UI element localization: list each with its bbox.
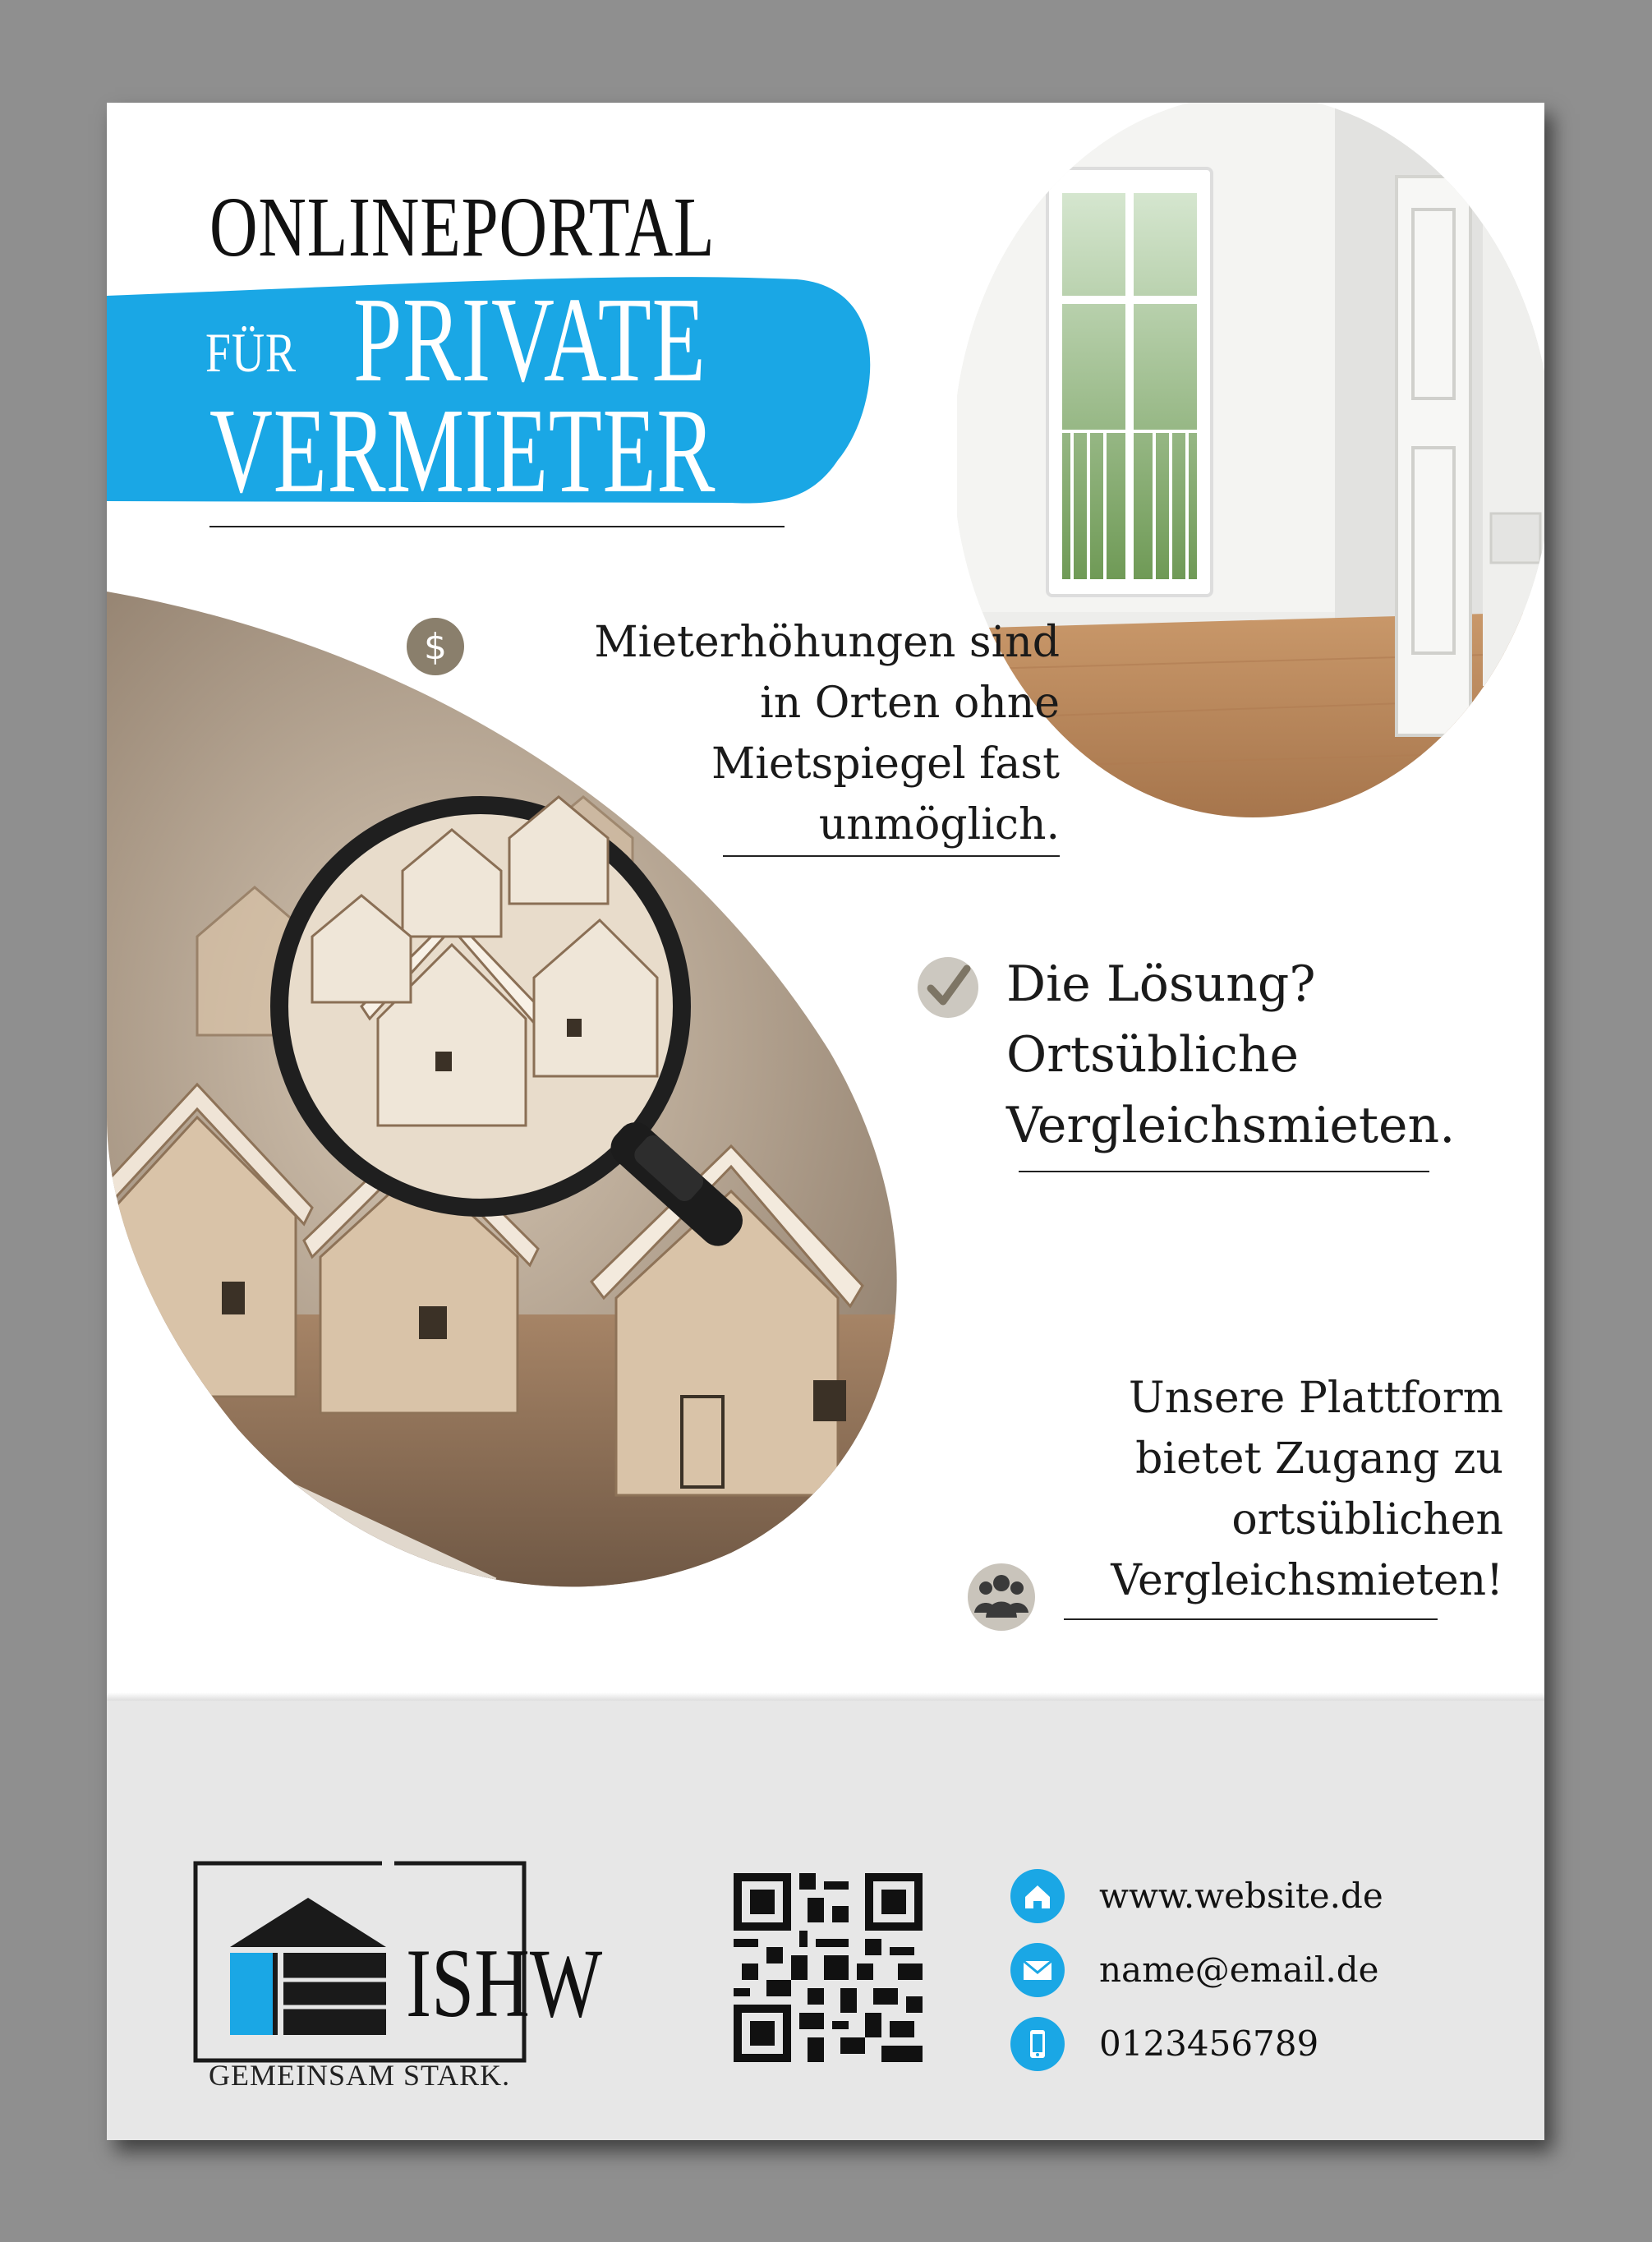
brand-name: ISHW [406, 1928, 603, 2037]
check-icon [918, 957, 978, 1018]
title-underline [209, 526, 785, 527]
section-3-underline [1064, 1618, 1438, 1620]
section-1-line: Mieterhöhungen sind [594, 618, 1060, 667]
contact-website[interactable]: www.website.de [1099, 1876, 1383, 1916]
section-2-line: Die Lösung? [1006, 955, 1316, 1013]
section-1-line: in Orten ohne [760, 679, 1060, 728]
section-3-line: Vergleichsmieten! [1111, 1556, 1503, 1605]
section-3-line: ortsüblichen [1231, 1495, 1503, 1545]
dollar-icon: $ [407, 618, 464, 675]
contact-phone[interactable]: 0123456789 [1099, 2023, 1319, 2064]
users-icon [968, 1563, 1035, 1631]
contact-email[interactable]: name@email.de [1099, 1950, 1379, 1990]
phone-icon [1010, 2017, 1065, 2071]
section-2-line: Vergleichsmieten. [1006, 1097, 1456, 1154]
section-1-line: Mietspiegel fast [711, 739, 1060, 789]
home-icon [1010, 1869, 1065, 1923]
section-1-text [468, 612, 1060, 855]
section-3-line: bietet Zugang zu [1135, 1434, 1503, 1484]
section-1-underline [723, 855, 1060, 857]
title-line-vermieter: VERMIETER [209, 384, 716, 518]
section-2-line: Ortsübliche [1006, 1026, 1299, 1084]
section-3-text [1010, 1368, 1503, 1611]
title-line-private: PRIVATE [353, 273, 706, 407]
mail-icon [1010, 1943, 1065, 1997]
section-2-text [1006, 949, 1516, 1161]
qr-code-icon[interactable] [734, 1873, 923, 2062]
section-1-line: unmöglich. [818, 800, 1060, 849]
section-3-line: Unsere Plattform [1128, 1374, 1503, 1423]
brand-slogan: GEMEINSAM STARK. [209, 2059, 511, 2092]
section-2-underline [1019, 1171, 1429, 1172]
title-line-onlineportal: ONLINEPORTAL [209, 180, 716, 274]
title-fuer: FÜR [205, 321, 297, 384]
flyer [107, 103, 1544, 2140]
